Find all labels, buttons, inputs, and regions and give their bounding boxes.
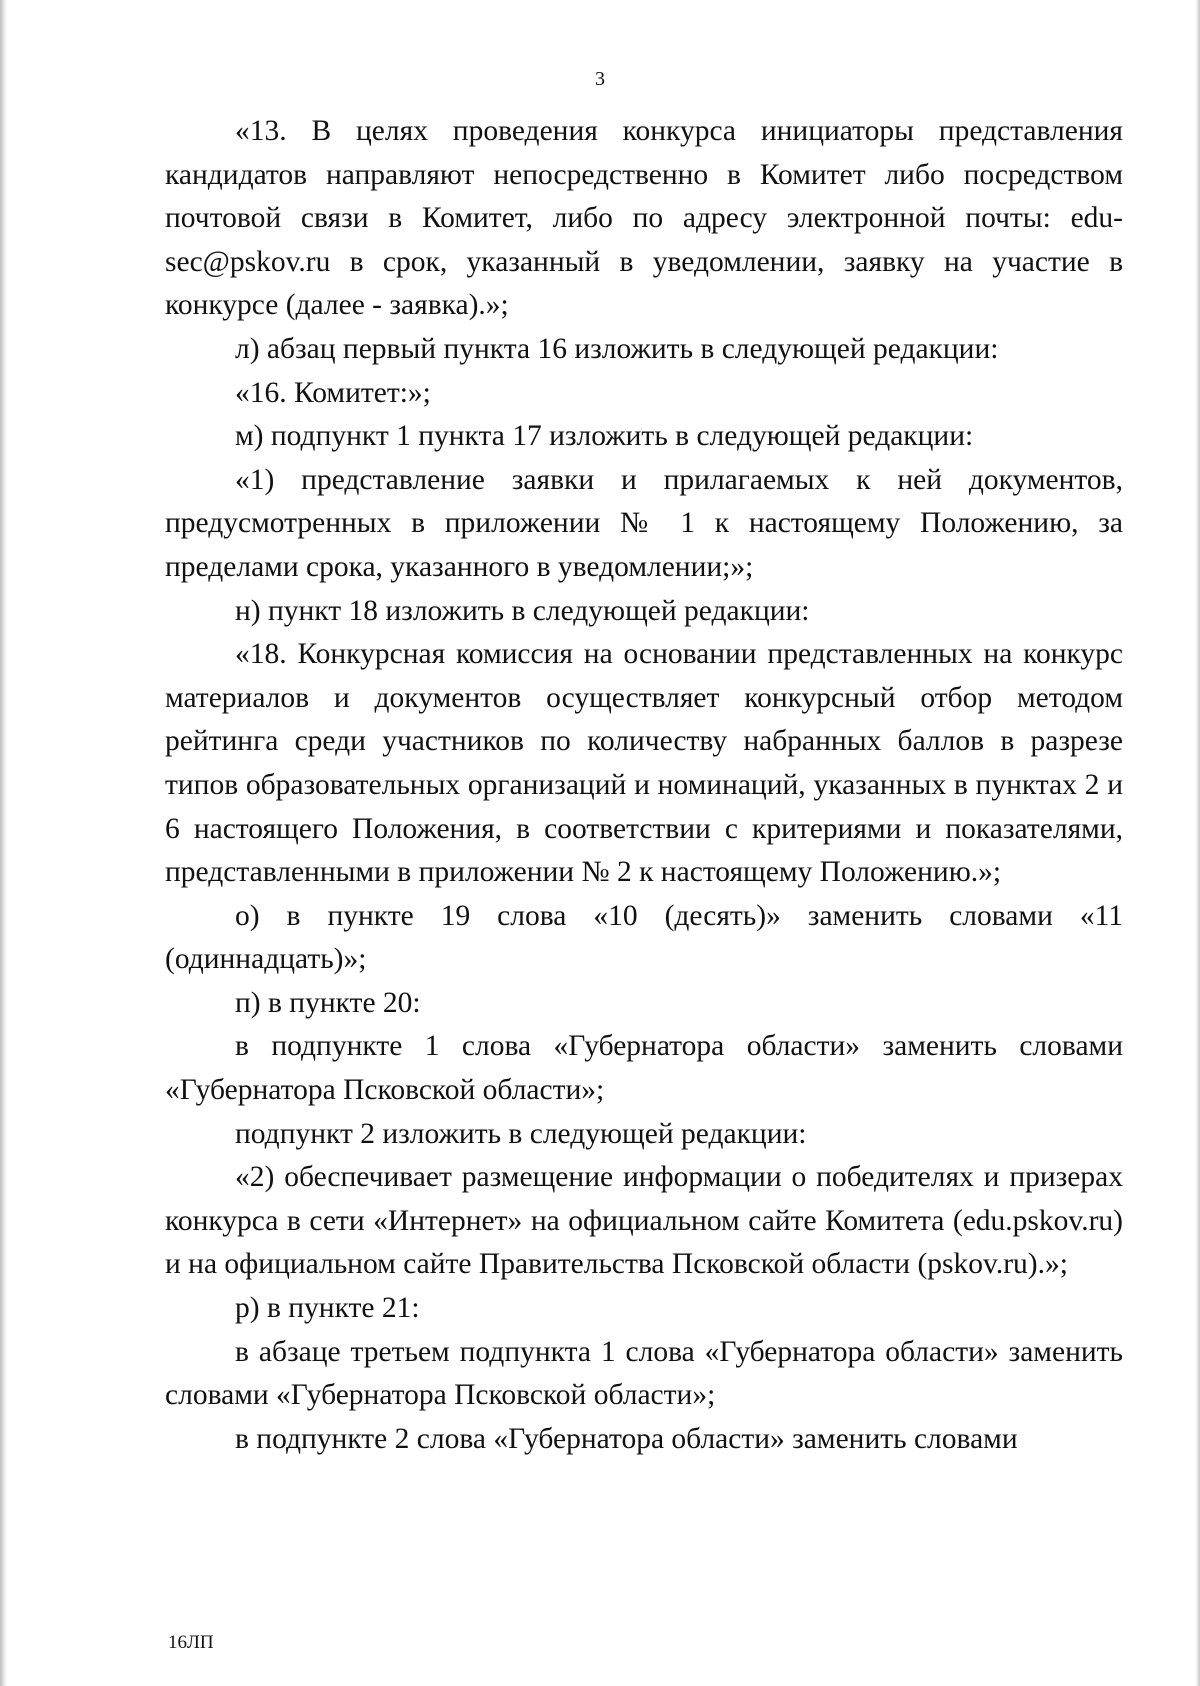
paragraph-13: «13. В целях проведения конкурса инициаторы представления кандидатов направляют непосредственно в Комитет либо посредством почтовой связи в Комитет, либо по адресу электронной почты: edu-sec@pskov.ru в срок, указанный в уведомлении, заявку на участие в конкурсе (далее - заявка).»;: [165, 115, 1123, 322]
paragraph-20-1: в подпункте 1 слова «Губернатора области» заменить словами «Губернатора Псковской области»;: [165, 1030, 1123, 1107]
scan-edge-right: [1195, 0, 1200, 1686]
document-code: 16ЛП: [168, 1632, 214, 1653]
paragraph-o: о) в пункте 19 слова «10 (десять)» заменить словами «11 (одиннадцать)»;: [165, 899, 1123, 976]
paragraph-21-1: в абзаце третьем подпункта 1 слова «Губернатора области» заменить словами «Губернатора Псковской области»;: [165, 1335, 1123, 1412]
paragraph-20-2-intro: подпункт 2 изложить в следующей редакции:: [235, 1117, 807, 1150]
paragraph-17-1: «1) представление заявки и прилагаемых к ней документов, предусмотренных в приложении № 1 к настоящему Положению, за пределами срока, указанного в уведомлении;»;: [165, 463, 1123, 583]
paragraph-r: р) в пункте 21:: [235, 1292, 420, 1325]
paragraph-n: н) пункт 18 изложить в следующей редакции:: [235, 594, 810, 627]
page-number: 3: [595, 68, 605, 90]
paragraph-16: «16. Комитет:»;: [235, 376, 431, 409]
scan-edge-left: [0, 0, 7, 1686]
document-body: [165, 110, 1123, 1461]
paragraph-l: л) абзац первый пункта 16 изложить в следующей редакции:: [235, 332, 999, 365]
paragraph-21-2: в подпункте 2 слова «Губернатора области» заменить словами: [235, 1422, 1018, 1455]
paragraph-m: м) подпункт 1 пункта 17 изложить в следующей редакции:: [235, 420, 974, 453]
paragraph-20-2: «2) обеспечивает размещение информации о победителях и призерах конкурса в сети «Интернет» на официальном сайте Комитета (edu.pskov.ru) и на официальном сайте Правительства Псковской области (pskov.ru).»;: [165, 1161, 1123, 1281]
paragraph-p: п) в пункте 20:: [235, 986, 421, 1019]
paragraph-18: «18. Конкурсная комиссия на основании представленных на конкурс материалов и документов осуществляет конкурсный отбор методом рейтинга среди участников по количеству набранных баллов в разрезе типов образовательных организаций и номинаций, указанных в пунктах 2 и 6 настоящего Положения, в соответствии с критериями и показателями, представленными в приложении № 2 к настоящему Положению.»;: [165, 638, 1123, 889]
